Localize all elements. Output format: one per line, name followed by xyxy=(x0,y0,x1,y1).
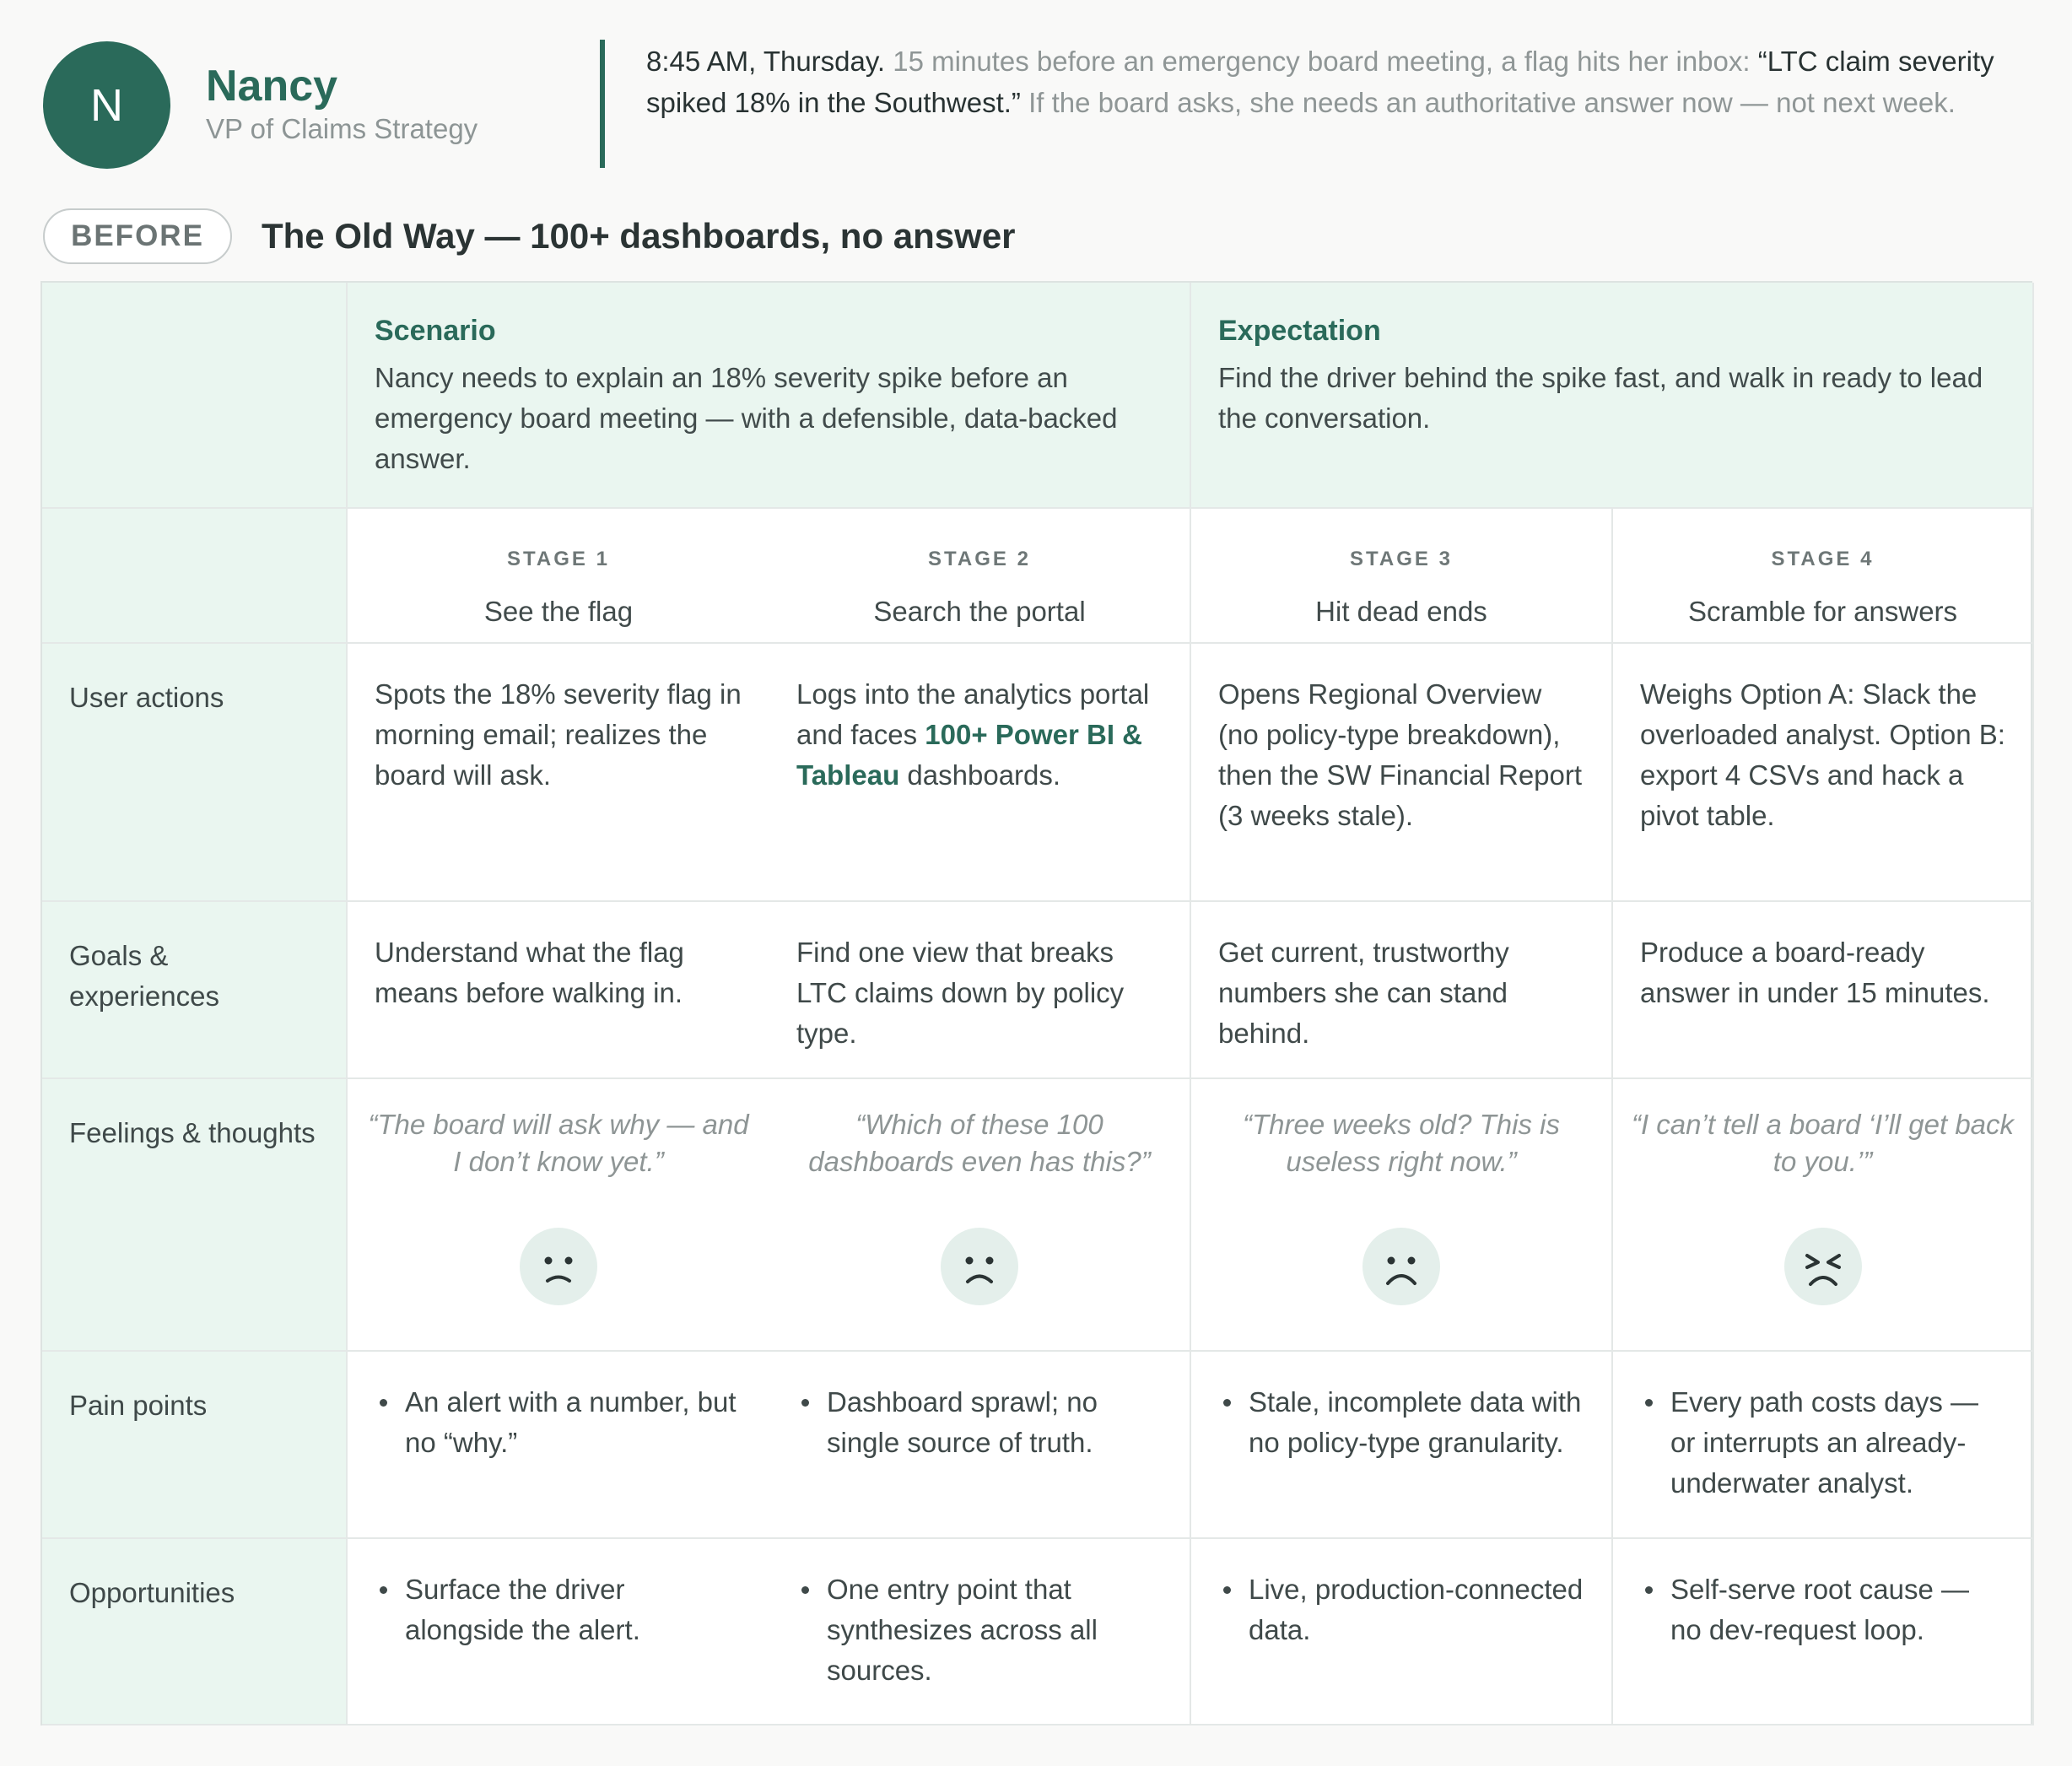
pain-point: Stale, incomplete data with no policy-type granularity. xyxy=(1218,1382,1584,1463)
distressed-face-icon xyxy=(1784,1228,1862,1305)
avatar xyxy=(43,41,170,169)
opportunity: Surface the driver alongside the alert. xyxy=(375,1569,742,1650)
feeling-quote: “I can’t tell a board ‘I’ll get back to you.’” xyxy=(1631,1109,2015,1177)
goal-cell: Produce a board-ready answer in under 15 minutes. xyxy=(1613,902,2034,1079)
row-label-user-actions: User actions xyxy=(42,644,348,902)
feeling-cell xyxy=(348,1079,769,1352)
expectation-heading: Expectation xyxy=(1218,315,1381,347)
pain-point: Dashboard sprawl; no single source of truth. xyxy=(796,1382,1163,1463)
action-text: Logs into the analytics portal and faces xyxy=(796,678,1150,750)
stage-row-label xyxy=(42,509,348,644)
row-label-pain-points: Pain points xyxy=(42,1352,348,1539)
stage-title: Hit dead ends xyxy=(1315,596,1487,627)
pain-cell xyxy=(348,1352,769,1539)
context-time: 8:45 AM, Thursday. xyxy=(646,46,886,77)
opportunity-cell xyxy=(348,1539,769,1725)
frowning-face-icon xyxy=(941,1228,1018,1305)
opportunity: Self-serve root cause — no dev-request loop. xyxy=(1640,1569,2005,1650)
feeling-cell xyxy=(1613,1079,2034,1352)
stage-title: Search the portal xyxy=(873,596,1086,627)
stage-title: See the flag xyxy=(483,596,634,627)
stage-header xyxy=(1191,509,1613,644)
opportunity-cell xyxy=(1191,1539,1613,1725)
pain-cell xyxy=(1191,1352,1613,1539)
context-tail: If the board asks, she needs an authoritative answer now — not next week. xyxy=(1020,87,1956,118)
opportunity-cell xyxy=(1613,1539,2034,1725)
section-title: The Old Way — 100+ dashboards, no answer xyxy=(262,216,1016,256)
feeling-quote: “Three weeks old? This is useless right now.” xyxy=(1243,1109,1560,1177)
expectation-text: Find the driver behind the spike fast, and walk in ready to lead the conversation. xyxy=(1218,362,1983,434)
pain-cell xyxy=(769,1352,1191,1539)
stage-header xyxy=(348,509,769,644)
feeling-quote: “Which of these 100 dashboards even has this?” xyxy=(808,1109,1151,1177)
journey-grid xyxy=(40,281,2032,1725)
opportunity-cell xyxy=(769,1539,1191,1725)
feeling-cell xyxy=(769,1079,1191,1352)
action-cell: Opens Regional Overview (no policy-type breakdown), then the SW Financial Report (3 weeks stale). xyxy=(1191,644,1613,902)
pain-point: Every path costs days — or interrupts an already-underwater analyst. xyxy=(1640,1382,2005,1504)
scenario-text: Nancy needs to explain an 18% severity spike before an emergency board meeting — with a defensible, data-backed answer. xyxy=(375,362,1118,474)
feeling-quote: “The board will ask why — and I don’t know yet.” xyxy=(368,1109,749,1177)
persona-role: VP of Claims Strategy xyxy=(206,113,478,144)
action-cell: Spots the 18% severity flag in morning email; realizes the board will ask. xyxy=(348,644,769,902)
stage-number: STAGE 3 xyxy=(1350,548,1453,570)
pain-point: An alert with a number, but no “why.” xyxy=(375,1382,742,1463)
worried-face-icon xyxy=(520,1228,597,1305)
row-label-feelings: Feelings & thoughts xyxy=(42,1079,348,1352)
action-cell: Weighs Option A: Slack the overloaded analyst. Option B: export 4 CSVs and hack a pivot table. xyxy=(1613,644,2034,902)
stage-header xyxy=(769,509,1191,644)
action-text: dashboards. xyxy=(899,759,1061,791)
expectation-cell xyxy=(1191,283,2034,509)
opportunity: One entry point that synthesizes across all sources. xyxy=(796,1569,1163,1691)
feeling-cell xyxy=(1191,1079,1613,1352)
row-label-goals: Goals & experiences xyxy=(42,902,348,1079)
stage-number: STAGE 2 xyxy=(928,548,1031,570)
persona-name: Nancy xyxy=(206,62,338,111)
goal-cell: Find one view that breaks LTC claims down by policy type. xyxy=(769,902,1191,1079)
context-paragraph xyxy=(646,41,2013,123)
goal-cell: Get current, trustworthy numbers she can stand behind. xyxy=(1191,902,1613,1079)
context-lead: 15 minutes before an emergency board meeting, a flag hits her inbox: xyxy=(885,46,1758,77)
corner-cell xyxy=(42,283,348,509)
row-label-opportunities: Opportunities xyxy=(42,1539,348,1725)
stage-title: Scramble for answers xyxy=(1687,596,1958,627)
stage-number: STAGE 4 xyxy=(1771,548,1875,570)
stage-header xyxy=(1613,509,2034,644)
action-highlight: 100+ Power BI & Tableau xyxy=(796,719,1142,791)
avatar-initial: N xyxy=(90,79,123,131)
context-alert: “LTC claim severity spiked 18% in the Southwest.” xyxy=(646,46,1994,118)
pain-cell xyxy=(1613,1352,2034,1539)
action-cell xyxy=(769,644,1191,902)
sad-face-icon xyxy=(1362,1228,1440,1305)
scenario-heading: Scenario xyxy=(375,315,496,347)
scenario-cell xyxy=(348,283,1191,509)
stage-number: STAGE 1 xyxy=(507,548,610,570)
opportunity: Live, production-connected data. xyxy=(1218,1569,1584,1650)
header-divider xyxy=(600,40,605,168)
goal-cell: Understand what the flag means before walking in. xyxy=(348,902,769,1079)
before-badge: BEFORE xyxy=(43,208,232,264)
